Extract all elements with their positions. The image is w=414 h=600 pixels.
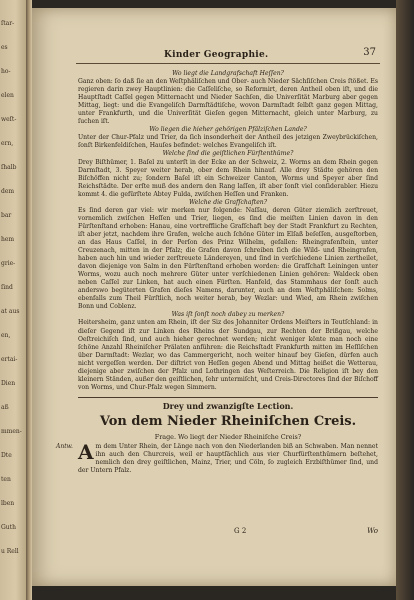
left-page-fragment: u Rell bbox=[1, 548, 19, 555]
question-heading: Wo liegen die hieher gehörigen Pfälziſchen Lande? bbox=[149, 126, 307, 134]
body-paragraph: Ganz oben: ſo daß ſie an den Weſtphäliſchen und Ober- auch Nieder Sächſiſchen Creis ſtößet. Es regieren darin zwey Hauptlinien: die Caſſeliſche, so Reformirt, deren Antheil oben iſt, und die Hauptſtadt Caſſel gegen Mitternacht und Nieder Sachſen, die Univerſität Marburg aber gegen Mittag, liegt: und die Evangeliſch Darmſtädtiſche, wovon Darmſtadt ſelbſt ganz gegen Mittag, unter Frankfurth, und die Univerſität Gieſen gegen Mitternacht, gleich unter Marburg, zu ſuchen iſt. bbox=[78, 78, 378, 126]
body-paragraph: Heitersheim, ganz unten am Rhein, iſt der Siz des Johanniter Ordens Meiſters in Teutſchland: in dieſer Gegend iſt zur Linken des Rheins der Sundgau, zur Rechten der Brißgau, welche Oeſtreichiſch ſind, und auch hieher gerechnet werden; nicht weniger könte man noch eine ſchöne Anzahl Rheiniſcher Prälaten anführen: die Reichsſtadt Frankfurth mitten im Heſſiſchen über Darmſtadt: Wezlar, wo das Cammergericht, noch weiter hinauf bey Gieſen, dürfen auch nicht vergeſſen werden. Der diſtrict von Heſſen gegen Abend und Mittag heißet die Wetterau, diejenige aber zwiſchen der Pfalz und Lothringen das Weſterreich. Die Religion iſt bey den kleinern Ständen, außer den geiſtlichen, ſehr untermiſcht, und Creis-Directores ſind der Biſchoff von Worms, und Chur-Pfalz wegen Simmern. bbox=[78, 319, 378, 391]
left-page-fragment: elen bbox=[1, 92, 14, 99]
page-number: 37 bbox=[363, 47, 376, 58]
running-title: Kinder Geographie. bbox=[164, 50, 269, 60]
answer-text: m dem Unter Rhein, der Länge nach von den Niederlanden biß an Schwaben. Man nennet ihn auch den Churcreis, weil er hauptſächlich aus vier Churfürſtenthümern beſtehet, nemlich den drey geiſtlichen, Mainz, Trier, und Cöln, ſo zugleich Erzbiſthümer ſind, und der Untern Pfalz. bbox=[78, 442, 378, 475]
left-page-fragment: es bbox=[1, 44, 8, 51]
book-page bbox=[32, 8, 396, 586]
left-page-fragment: dem bbox=[1, 188, 15, 195]
question-heading: Wo liegt die Landgrafschaft Heſſen? bbox=[172, 70, 284, 77]
body-paragraph: Es ſind deren gar viel: wir merken nur folgende: Naſſau, deren Güter ziemlich zerſtreuet, vornemlich zwiſchen Heſſen und Trier, liegen, es ſind die meiſten Linien davon in den Fürſtenſtand erhoben: Hanau, eine vortreffliche Grafſchaft bey der Stadt Frankfurt zu Rechten, iſt aber jetzt, nachdem ihre Grafen, welche auch ſchöne Güter im Elſaß beſeſſen, ausgeſtorben, an das Haus Caſſel, in der Perſon des Prinz Wilhelm, gefallen: Rheingrafenſtein, unter Creuzenach, mitten in der Pfalz; die Grafen davon ſchreiben ſich die Wild- und Rheingrafen, haben auch hin und wieder zerſtreuete Ländereyen, und ſind in verſchiedene Linien zertheilet, davon diejenige von Salm in den Fürſtenſtand erhoben worden: die Grafſchaft Leiningen unter Worms, wozu auch noch mehrere Güter unter verſchiedenen Linien gehören: Waldeck oben neben Caſſel zur Linken, hat auch einen Fürſten. Hanfeld, das Stammhaus der ſonſt auch anderswo begüterten Grafen dieſes Namens, darunter, auch an dem Weſtphäliſchen: Solms, ebenfalls zum Theil Fürſtlich, noch weiter herab, bey Wezlar: und Wied, am Rhein zwiſchen Bonn und Coblenz. bbox=[78, 206, 378, 311]
left-page-fragment: at aus bbox=[1, 308, 20, 315]
left-page-fragment: ten bbox=[1, 476, 11, 483]
left-page-fragment: weſt- bbox=[1, 116, 17, 123]
left-page-fragment: ſind bbox=[1, 284, 13, 291]
left-page-fragment: en, bbox=[1, 332, 11, 339]
drop-cap: A bbox=[78, 439, 94, 464]
left-page-fragment: mmen- bbox=[1, 428, 22, 435]
left-page-fragment: hem bbox=[1, 236, 15, 243]
chapter-heading: Von dem Nieder Rheiniſchen Creis. bbox=[99, 413, 357, 429]
signature-mark: G 2 bbox=[234, 527, 247, 535]
text-blocks bbox=[78, 70, 378, 392]
header-rule bbox=[76, 63, 380, 64]
left-page-fragment: bar bbox=[1, 212, 12, 219]
left-page-fragment: ern, bbox=[1, 140, 14, 147]
body-paragraph: Drey Biſthümer, 1. Baſel zu unterſt in der Ecke an der Schweiz, 2. Worms an dem Rhein gegen Darmſtadt, 3. Speyer weiter herab, ober dem Rhein hinauf. Alle drey Städte gehören den Biſchöffen nicht zu; ſondern Baſel iſt ein Schweizer Canton, Worms und Speyer aber ſind Reichsſtädte. Der erſte muß des andern den Rang laſſen, iſt aber ſonſt viel conſiderabler. Hiezu kommt 4. die gefürſtete Abtey Fulda, zwiſchen Heſſen und Franken. bbox=[78, 158, 378, 198]
answer-paragraph bbox=[56, 439, 378, 475]
body-paragraph: Unter der Chur-Pfalz und Trier, da ſich insonderheit der Antheil des jetzigen Zweybrückiſchen, ſonſt Birkenfeldiſchen, Hauſes befindet: welches Evangeliſch iſt. bbox=[78, 134, 378, 150]
left-page-fragment: ertai- bbox=[1, 356, 18, 363]
section-rule bbox=[78, 397, 378, 398]
left-page-fragment: aß bbox=[1, 404, 9, 411]
left-page-fragment: grie- bbox=[1, 260, 16, 267]
left-page-fragment: ho- bbox=[1, 68, 11, 75]
left-page-fragment: Dien bbox=[1, 380, 16, 387]
question-heading: Welche die Grafſchaften? bbox=[189, 198, 267, 206]
question-heading: Welche ſind die geiſtlichen Fürſtenthüme? bbox=[162, 150, 294, 158]
lection-title: Drey und zwanzigſte Lection. bbox=[162, 400, 294, 411]
left-page-fragment: lben bbox=[1, 500, 15, 507]
answer-label: Antw. bbox=[56, 442, 73, 450]
question-heading: Was iſt ſonſt noch dabey zu merken? bbox=[171, 311, 285, 319]
catchword: Wo bbox=[367, 527, 378, 535]
left-page-edge bbox=[0, 0, 26, 600]
page-footer bbox=[32, 527, 396, 537]
left-page-fragment: ſtar- bbox=[1, 20, 15, 27]
question-line: Frage. Wo liegt der Nieder Rheiniſche Creis? bbox=[154, 432, 302, 441]
left-page-fragment: Dte bbox=[1, 452, 12, 459]
right-background bbox=[396, 0, 414, 600]
page-header bbox=[32, 47, 396, 64]
page-content bbox=[56, 70, 378, 475]
left-page-fragment: ſhalb bbox=[1, 164, 17, 171]
left-page-fragment: Guth bbox=[1, 524, 16, 531]
